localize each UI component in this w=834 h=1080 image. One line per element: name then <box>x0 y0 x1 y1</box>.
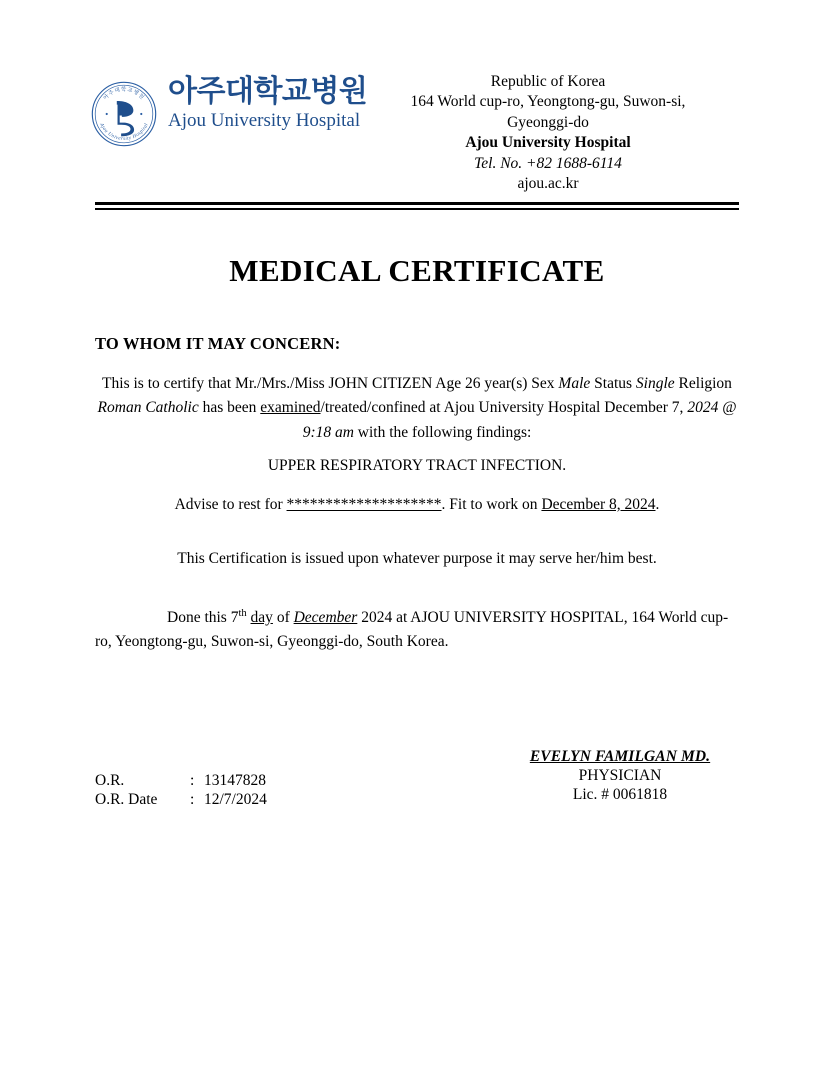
service-examined: examined <box>260 399 321 417</box>
address-telephone: Tel. No. +82 1688-6114 <box>474 154 622 172</box>
address-street: 164 World cup-ro, Yeongtong-gu, Suwon-si, <box>410 93 686 111</box>
rest-period-value: ******************** <box>286 496 442 513</box>
address-institution: Ajou University Hospital <box>465 134 631 152</box>
salutation: TO WHOM IT MAY CONCERN: <box>95 334 341 353</box>
advise-lead: Advise to rest for <box>174 496 283 513</box>
certify-lead: This is to certify that Mr./Mrs./Miss <box>102 375 325 392</box>
done-lead: Done this <box>167 609 227 626</box>
facility-name: Ajou University Hospital <box>443 399 601 417</box>
status-label: Status <box>594 375 633 392</box>
execution-statement <box>95 606 739 655</box>
svg-text:아주대학교병원: 아주대학교병원 <box>102 86 146 102</box>
done-place: AJOU UNIVERSITY HOSPITAL, 164 World cup-ro, Yeongtong-gu, Suwon-si, Gyeonggi-do, South Korea. <box>95 609 729 651</box>
official-receipt-block <box>95 772 267 810</box>
certify-trailing: with the following findings: <box>357 423 532 441</box>
hospital-address-block <box>398 72 698 195</box>
done-day-ordinal: th <box>238 607 247 619</box>
diagnosis-findings: UPPER RESPIRATORY TRACT INFECTION. <box>267 457 567 474</box>
page-title: MEDICAL CERTIFICATE <box>229 253 605 288</box>
hospital-logo-text <box>168 76 367 132</box>
visit-date: December 7, <box>604 399 684 417</box>
has-been-text: has been <box>202 399 257 417</box>
sex-label: Sex <box>531 375 555 392</box>
hospital-name-korean: 아주대학교병원 <box>168 74 368 109</box>
done-year: 2024 <box>361 609 393 626</box>
patient-religion: Roman Catholic <box>97 399 199 417</box>
svg-text:Ajou University Hospital: Ajou University Hospital <box>98 122 150 142</box>
physician-role: PHYSICIAN <box>578 766 662 784</box>
age-unit: year(s) <box>484 375 528 392</box>
hospital-name-english: Ajou University Hospital <box>168 110 361 132</box>
physician-name: EVELYN FAMILGAN MD. <box>529 748 711 765</box>
hospital-emblem-icon <box>88 78 160 150</box>
patient-age: 26 <box>465 375 481 392</box>
or-date-value: 12/7/2024 <box>204 790 267 808</box>
signature-block <box>470 748 770 805</box>
done-month: December <box>293 609 358 626</box>
or-date-label: O.R. Date <box>95 790 158 808</box>
or-label: O.R. <box>95 772 125 789</box>
or-colon: : <box>190 772 195 789</box>
document-header <box>0 72 834 197</box>
or-date-row <box>95 791 267 810</box>
issuance-purpose-statement: This Certification is issued upon whatever purpose it may serve her/him best. <box>177 550 657 567</box>
or-number-row <box>95 772 267 791</box>
or-date-colon: : <box>190 790 195 808</box>
or-number-value: 13147828 <box>204 772 266 789</box>
fit-to-work-lead: Fit to work on <box>449 496 538 513</box>
done-day-word: day <box>250 609 273 626</box>
address-country: Republic of Korea <box>490 73 606 90</box>
rest-advisory <box>95 496 739 514</box>
header-divider <box>95 202 739 210</box>
done-at: at <box>396 609 408 626</box>
visit-time: 2024 @ 9:18 am <box>302 399 737 441</box>
age-label: Age <box>435 375 462 392</box>
divider-line-bottom <box>95 208 739 210</box>
address-province: Gyeonggi-do <box>507 113 589 131</box>
rest-period-punct: . <box>441 496 446 513</box>
address-website: ajou.ac.kr <box>517 175 579 193</box>
done-of: of <box>276 609 290 626</box>
patient-status: Single <box>635 375 675 392</box>
religion-label: Religion <box>678 375 732 392</box>
done-day-number: 7 <box>230 609 239 626</box>
service-other: /treated/confined at <box>320 399 441 417</box>
certification-statement <box>95 372 739 445</box>
patient-sex: Male <box>558 375 591 392</box>
hospital-logo <box>88 76 367 150</box>
patient-name: JOHN CITIZEN <box>328 375 433 392</box>
physician-license: Lic. # 0061818 <box>572 785 668 803</box>
fit-to-work-date: December 8, 2024 <box>541 496 656 513</box>
document-footer <box>0 748 834 818</box>
fit-to-work-punct: . <box>655 496 660 513</box>
